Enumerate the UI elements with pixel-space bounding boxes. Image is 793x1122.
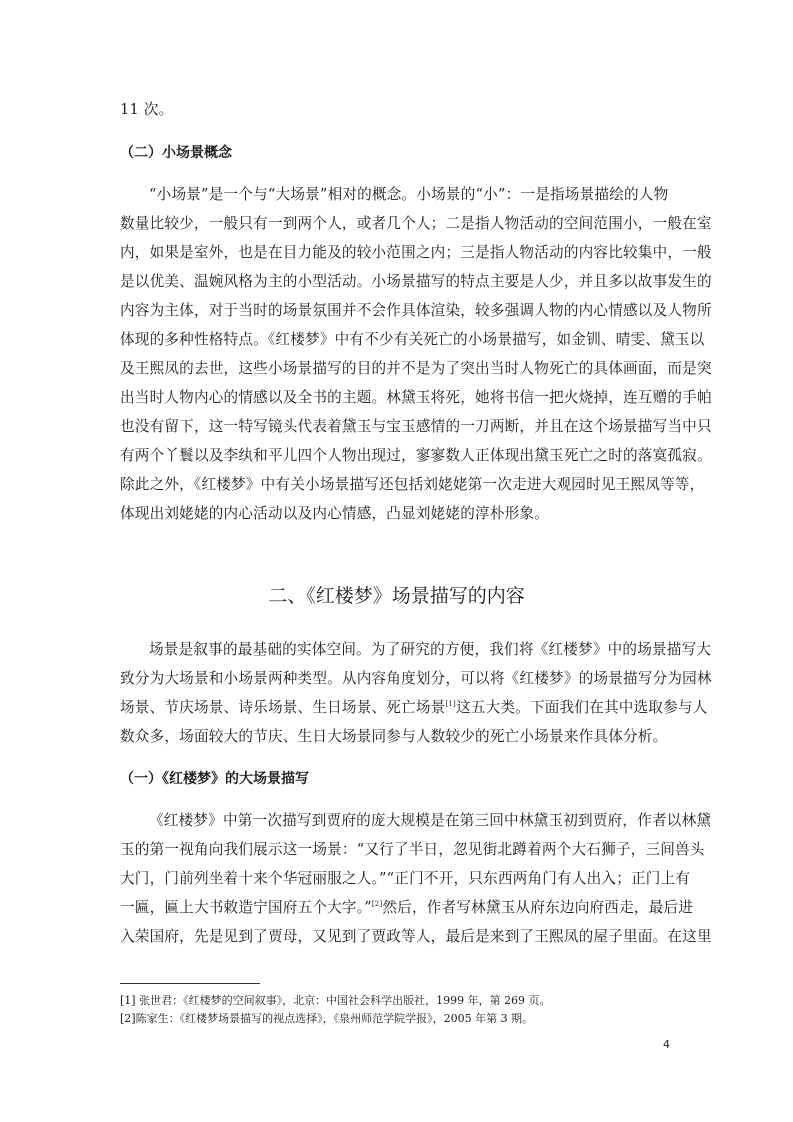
text-line: 出当时人物内心的情感以及全书的主题。林黛玉将死，她将书信一把火烧掉，连互赠的手帕 [120, 389, 712, 406]
text-line: 数量比较少，一般只有一到两个人，或者几个人；二是指人物活动的空间范围小，一般在室 [120, 215, 712, 232]
text-line: 数众多，场面较大的节庆、生日大场景同参与人数较少的死亡小场景来作具体分析。 [120, 728, 668, 745]
text-line: 有两个丫鬟以及李纨和平儿四个人物出现过，寥寥数人正体现出黛玉死亡之时的落寞孤寂。 [120, 447, 712, 464]
text-line: 内，如果是室外，也是在目力能及的较小范围之内；三是指人物活动的内容比较集中，一般 [120, 244, 712, 261]
text-line: 致分为大场景和小场景两种类型。从内容角度划分，可以将《红楼梦》的场景描写分为园林 [120, 670, 712, 687]
text-run: 然后，作者写林黛玉从府东边向府西走，最后进 [382, 899, 694, 916]
text-line: 体现的多种性格特点。《红楼梦》中有不少有关死亡的小场景描写，如金钏、晴雯、黛玉以 [120, 331, 705, 348]
text-line: 体现出刘姥姥的内心活动以及内心情感，凸显刘姥姥的淳朴形象。 [120, 505, 550, 522]
text-line: 及王熙凤的去世，这些小场景描写的目的并不是为了突出当时人物死亡的具体画面，而是突 [120, 360, 712, 377]
text-line [120, 898, 693, 918]
text-line: 入荣国府，先是见到了贾母，又见到了贾政等人，最后是来到了王熙凤的屋子里面。在这里 [120, 928, 712, 945]
page-number: 4 [663, 1038, 670, 1051]
text-line [120, 698, 707, 718]
footnote-1: [1] 张世君：《红楼梦的空间叙事》，北京：中国社会科学出版社，1999 年，第 269 页。 [120, 994, 551, 1007]
text-line: 场景是叙事的最基础的实体空间。为了研究的方便，我们将《红楼梦》中的场景描写大 [149, 641, 712, 658]
text-line: 大门，门前列坐着十来个华冠丽服之人。”“正门不开，只东西两角门有人出入；正门上有 [120, 870, 691, 887]
section-heading-large-scene: （一）《红楼梦》的大场景描写 [120, 771, 309, 787]
chapter-heading: 二、《红楼梦》场景描写的内容 [268, 585, 525, 607]
section-heading-small-scene: （二）小场景概念 [120, 145, 232, 161]
text-line: 除此之外，《红楼梦》中有关小场景描写还包括刘姥姥第一次走进大观园时见王熙凤等等， [120, 476, 705, 493]
text-line: 是以优美、温婉风格为主的小型活动。小场景描写的特点主要是人少，并且多以故事发生的 [120, 273, 712, 290]
text-run: 这五大类。下面我们在其中选取参与人 [455, 699, 708, 716]
text-line: 玉的第一视角向我们展示这一场景：“又行了半日，忽见街北蹲着两个大石狮子，三间兽头 [120, 841, 705, 858]
text-run: 场景、节庆场景、诗乐场景、生日场景、死亡场景 [120, 699, 446, 716]
text-line: 内容为主体，对于当时的场景氛围并不会作具体渲染，较多强调人物的内心情感以及人物所 [120, 302, 712, 319]
footnote-ref-1[interactable]: [1] [445, 700, 456, 708]
text-run: 一匾，匾上大书敕造宁国府五个大字。” [120, 899, 372, 916]
continued-text: 11 次。 [120, 101, 174, 118]
text-line: 也没有留下，这一特写镜头代表着黛玉与宝玉感情的一刀两断，并且在这个场景描写当中只 [120, 418, 712, 435]
footnote-divider [120, 983, 260, 984]
text-line: “小场景”是一个与“大场景”相对的概念。小场景的“小”：一是指场景描绘的人物 [149, 186, 669, 203]
text-line: 《红楼梦》中第一次描写到贾府的庞大规模是在第三回中林黛玉初到贾府，作者以林黛 [149, 812, 712, 829]
footnote-2: [2]陈家生：《红楼梦场景描写的视点选择》，《泉州师范学院学报》，2005 年第 3 期。 [120, 1012, 534, 1025]
footnote-ref-2[interactable]: [2] [371, 900, 383, 908]
